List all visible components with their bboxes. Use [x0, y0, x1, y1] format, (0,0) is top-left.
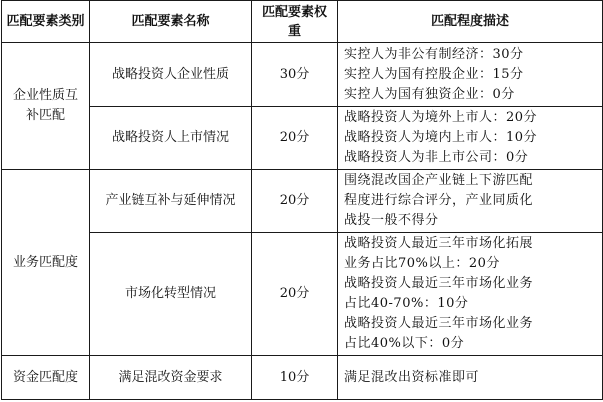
weight-cell: 10分 — [252, 356, 338, 400]
weight-cell: 20分 — [252, 170, 338, 233]
category-cell: 企业性质互补匹配 — [2, 43, 90, 170]
weight-cell: 30分 — [252, 43, 338, 107]
category-cell: 资金匹配度 — [2, 356, 90, 400]
category-cell: 业务匹配度 — [2, 170, 90, 356]
weight-cell: 20分 — [252, 233, 338, 356]
criterion-name-cell: 满足混改资金要求 — [90, 356, 252, 400]
criterion-name-cell: 战略投资人企业性质 — [90, 43, 252, 107]
description-cell: 满足混改出资标准即可 — [338, 356, 603, 400]
table-row — [2, 43, 603, 107]
criterion-name-cell: 市场化转型情况 — [90, 233, 252, 356]
header-row — [2, 1, 603, 43]
table-row — [2, 356, 603, 400]
description-cell: 战略投资人最近三年市场化拓展 业务占比70%以上：20分 战略投资人最近三年市场化业务 占比40-70%：10分 战略投资人最近三年市场化业务 占比40%以下：0分 — [338, 233, 603, 356]
header-category: 匹配要素类别 — [2, 1, 90, 43]
description-cell: 战略投资人为境外上市人：20分 战略投资人为境内上市人：10分 战略投资人为非上市公司：0分 — [338, 107, 603, 170]
table-row — [2, 107, 603, 170]
criterion-name-cell: 产业链互补与延伸情况 — [90, 170, 252, 233]
header-name: 匹配要素名称 — [90, 1, 252, 43]
matching-criteria-table — [1, 0, 603, 400]
criterion-name-cell: 战略投资人上市情况 — [90, 107, 252, 170]
header-description: 匹配程度描述 — [338, 1, 603, 43]
weight-cell: 20分 — [252, 107, 338, 170]
table-row — [2, 170, 603, 233]
description-cell: 实控人为非公有制经济：30分 实控人为国有控股企业：15分 实控人为国有独资企业：0分 — [338, 43, 603, 107]
header-weight: 匹配要素权重 — [252, 1, 338, 43]
description-cell: 围绕混改国企产业链上下游匹配 程度进行综合评分，产业同质化 战投一般不得分 — [338, 170, 603, 233]
table-row — [2, 233, 603, 356]
